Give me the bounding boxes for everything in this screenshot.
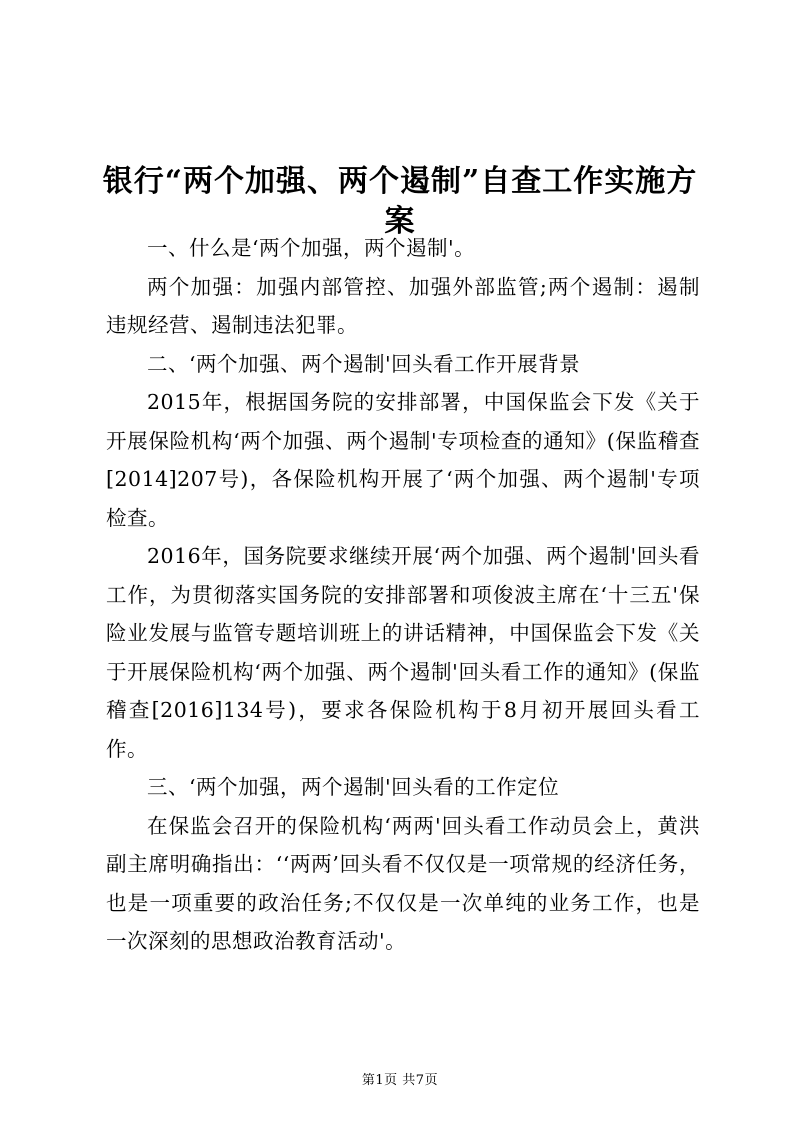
paragraph-section-2-heading: 二、‘两个加强、两个遏制'回头看工作开展背景: [147, 351, 581, 376]
document-body: [106, 229, 700, 961]
paragraph-2016-background: 2016年，国务院要求继续开展‘两个加强、两个遏制'回头看工作，为贯彻落实国务院的安排部署和项俊波主席在‘十三五'保险业发展与监管专题培训班上的讲话精神，中国保监会下发《关于开展保险机构‘两个加强、两个遏制'回头看工作的通知》(保监稽查[2016]134号)，要求各保险机构于8月初开展回头看工作。: [106, 544, 700, 761]
document-title: 银行“两个加强、两个遏制”自查工作实施方案: [102, 164, 698, 240]
paragraph-2015-background: 2015年，根据国务院的安排部署，中国保监会下发《关于开展保险机构‘两个加强、两个遏制'专项检查的通知》(保监稽查[2014]207号)，各保险机构开展了‘两个加强、两个遏制'专项检查。: [106, 390, 700, 530]
paragraph-section-1-heading: 一、什么是‘两个加强，两个遏制'。: [147, 236, 476, 260]
page-number-footer: 第1页 共7页: [361, 1073, 439, 1088]
paragraph-definition: 两个加强：加强内部管控、加强外部监管;两个遏制：遏制违规经营、遏制违法犯罪。: [106, 274, 700, 337]
paragraph-section-3-heading: 三、‘两个加强，两个遏制'回头看的工作定位: [147, 775, 560, 799]
paragraph-work-positioning: 在保监会召开的保险机构‘两两'回头看工作动员会上，黄洪副主席明确指出：‘‘两两’回头看不仅仅是一项常规的经济任务，也是一项重要的政治任务;不仅仅是一次单纯的业务工作，也是一次深刻的思想政治教育活动'。: [106, 813, 700, 953]
